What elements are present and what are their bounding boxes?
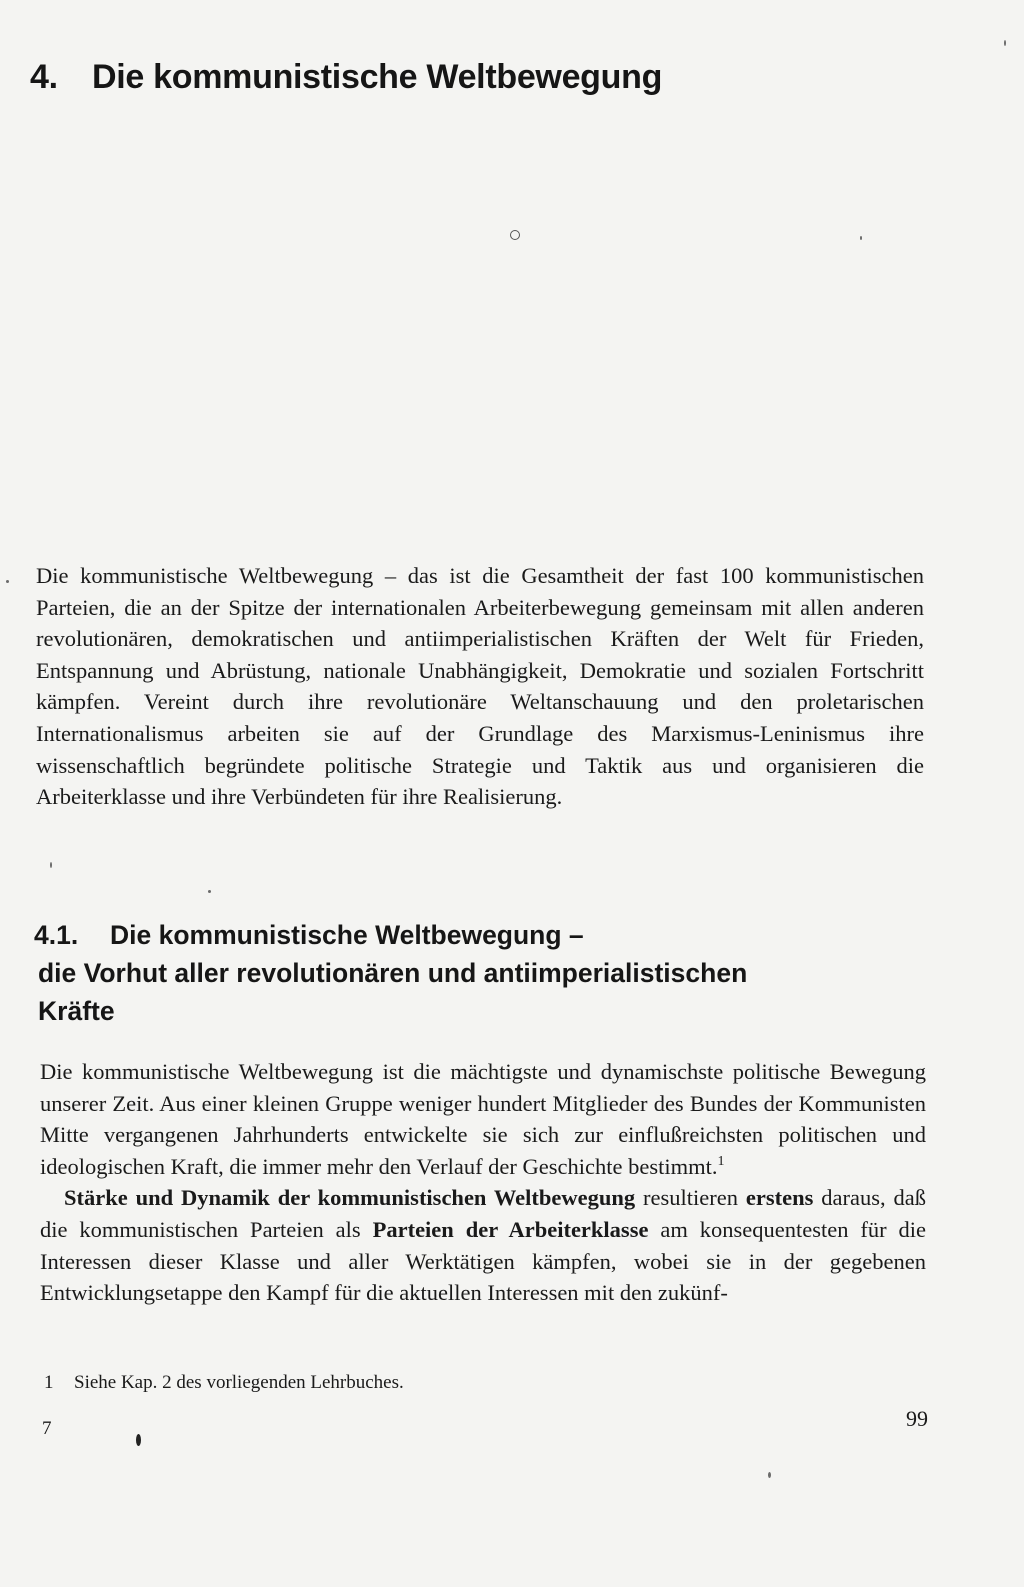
scan-speck [768, 1472, 771, 1478]
section-body [40, 1056, 926, 1309]
body-paragraph-1 [40, 1056, 926, 1182]
body-paragraph-2 [40, 1182, 926, 1308]
footnote [44, 1370, 744, 1396]
section-number: 4.1. [34, 920, 79, 950]
scan-speck [510, 230, 520, 240]
section-title-line-2: die Vorhut aller revolutionären und antiimperialistischen [38, 958, 748, 988]
chapter-intro-paragraph: Die kommunistische Weltbewegung – das ist die Gesamtheit der fast 100 kommunistischen Parteien, die an der Spitze der internationalen Arbeiterbewegung gemeinsam mit allen anderen revolutionären, demokratischen und antiimperialistischen Kräften der Welt für Frieden, Entspannung und Abrüstung, nationale Unabhängigkeit, Demokratie und sozialen Fortschritt kämpfen. Vereint durch ihre revolutionäre Weltanschauung und den proletarischen Internationalismus arbeiten sie auf der Grundlage des Marxismus-Leninismus ihre wissenschaftlich begründete politische Strategie und Taktik aus und organisieren die Arbeiterklasse und ihre Verbündeten für ihre Realisierung. [36, 563, 924, 810]
chapter-title-text: Die kommunistische Weltbewegung [92, 58, 663, 96]
scan-speck [50, 862, 52, 868]
footnote-number: 1 [44, 1372, 54, 1393]
scan-speck [136, 1434, 141, 1446]
body-paragraph-2-text-1: resultieren [635, 1185, 746, 1211]
scan-speck [860, 236, 862, 240]
body-paragraph-1-text: Die kommunistische Weltbewegung ist die mächtigste und dynamischste politische Bewegung unserer Zeit. Aus einer kleinen Gruppe weniger hundert Mitglieder des Bundes der Kommunisten Mitte vergangenen Jahrhunderts entwickelte sie sich zur einflußreichsten politischen und ideologischen Kraft, die immer mehr den Verlauf der Geschichte bestimmt. [40, 1059, 926, 1179]
section-title [34, 916, 914, 1030]
scan-speck [1004, 40, 1006, 46]
emphasis-strength-dynamics: Stärke und Dynamik der kommunistischen Weltbewegung [64, 1185, 636, 1211]
chapter-title [30, 58, 662, 97]
printer-signature-mark: 7 [42, 1418, 52, 1439]
section-title-line-1: Die kommunistische Weltbewegung – [110, 920, 584, 950]
scan-speck [6, 580, 9, 583]
emphasis-firstly: erstens [745, 1185, 814, 1211]
body-paragraph-2-text-2: daraus, daß die kommunistischen Parteien als [40, 1185, 926, 1242]
page-number: 99 [906, 1406, 928, 1431]
section-title-line-3: Kräfte [38, 996, 115, 1026]
scan-speck [208, 890, 211, 893]
footnote-text: Siehe Kap. 2 des vorliegenden Lehrbuches. [74, 1372, 404, 1393]
emphasis-workers-parties: Parteien der Arbeiterklasse [372, 1216, 649, 1242]
footnote-reference: 1 [717, 1153, 725, 1169]
body-paragraph-2-text-3: am konsequentesten für die Interessen dieser Klasse und aller Werktätigen kämpfen, wobei sie in der gegebenen Entwicklungsetappe den Kampf für die aktuellen Interessen mit den zukünf- [40, 1216, 927, 1306]
chapter-number: 4. [30, 58, 58, 96]
